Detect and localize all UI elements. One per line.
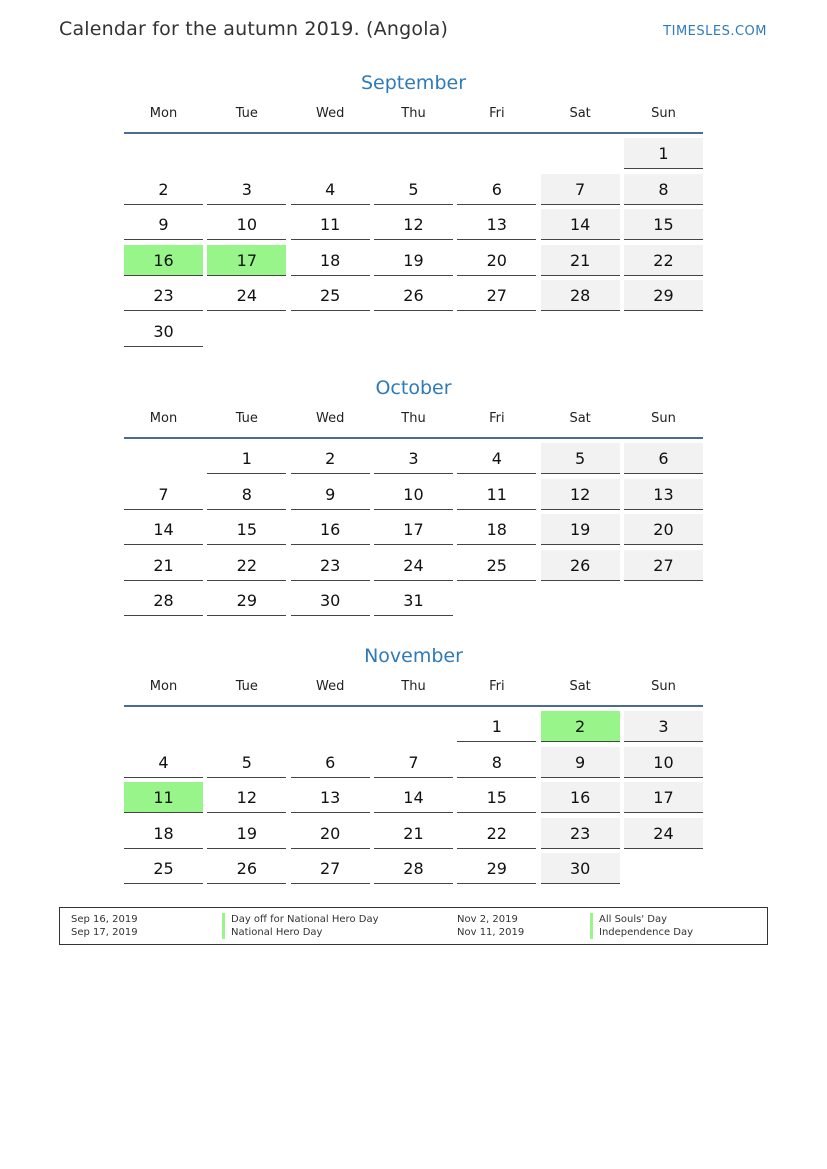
legend-date: Nov 11, 2019 bbox=[457, 927, 525, 938]
day-cell: 17 bbox=[374, 514, 453, 545]
legend-entry bbox=[71, 913, 401, 926]
day-cell: 1 bbox=[457, 711, 536, 742]
day-cell: 20 bbox=[457, 245, 536, 276]
legend-entry bbox=[457, 926, 757, 939]
month-november bbox=[124, 643, 703, 889]
day-cell: 9 bbox=[541, 747, 620, 778]
weekday-label: Thu bbox=[401, 679, 426, 694]
day-cell: 3 bbox=[207, 174, 286, 205]
day-cell: 30 bbox=[124, 316, 203, 347]
day-cell: 4 bbox=[291, 174, 370, 205]
day-cell: 27 bbox=[457, 280, 536, 311]
weekday-label: Fri bbox=[489, 679, 505, 694]
day-cell: 8 bbox=[624, 174, 703, 205]
day-cell: 28 bbox=[124, 585, 203, 616]
day-cell: 2 bbox=[291, 443, 370, 474]
empty-cell bbox=[374, 711, 453, 741]
day-cell: 27 bbox=[624, 550, 703, 581]
day-cell: 30 bbox=[541, 853, 620, 884]
day-cell: 5 bbox=[207, 747, 286, 778]
day-cell: 15 bbox=[207, 514, 286, 545]
day-cell: 4 bbox=[124, 747, 203, 778]
day-cell: 19 bbox=[374, 245, 453, 276]
day-cell: 22 bbox=[457, 818, 536, 849]
day-cell: 13 bbox=[291, 782, 370, 813]
day-cell: 21 bbox=[541, 245, 620, 276]
month-title: November bbox=[364, 645, 463, 667]
weekday-label: Mon bbox=[149, 106, 178, 121]
legend-holiday-name: Day off for National Hero Day bbox=[222, 913, 379, 926]
day-cell: 6 bbox=[457, 174, 536, 205]
day-cell: 26 bbox=[374, 280, 453, 311]
day-cell: 2 bbox=[124, 174, 203, 205]
weekday-label: Sat bbox=[569, 411, 591, 426]
day-cell: 24 bbox=[624, 818, 703, 849]
day-cell: 18 bbox=[457, 514, 536, 545]
holiday-day-cell: 17 bbox=[207, 245, 286, 276]
weekday-label: Tue bbox=[235, 679, 258, 694]
weekday-label: Sat bbox=[569, 106, 591, 121]
day-cell: 10 bbox=[374, 479, 453, 510]
day-cell: 26 bbox=[541, 550, 620, 581]
month-title: October bbox=[375, 377, 452, 399]
day-cell: 25 bbox=[291, 280, 370, 311]
day-grid bbox=[124, 138, 703, 351]
empty-cell bbox=[291, 138, 370, 168]
weekday-label: Wed bbox=[315, 679, 345, 694]
day-cell: 1 bbox=[207, 443, 286, 474]
weekday-label: Wed bbox=[315, 106, 345, 121]
day-cell: 19 bbox=[541, 514, 620, 545]
weekday-label: Sun bbox=[651, 679, 676, 694]
holiday-legend bbox=[59, 907, 768, 945]
day-cell: 13 bbox=[624, 479, 703, 510]
day-cell: 15 bbox=[624, 209, 703, 240]
day-cell: 18 bbox=[291, 245, 370, 276]
day-cell: 14 bbox=[124, 514, 203, 545]
day-cell: 25 bbox=[457, 550, 536, 581]
day-cell: 3 bbox=[624, 711, 703, 742]
day-cell: 7 bbox=[374, 747, 453, 778]
day-cell: 23 bbox=[541, 818, 620, 849]
day-cell: 28 bbox=[374, 853, 453, 884]
day-cell: 21 bbox=[124, 550, 203, 581]
weekday-label: Sat bbox=[569, 679, 591, 694]
day-cell: 6 bbox=[291, 747, 370, 778]
day-cell: 22 bbox=[624, 245, 703, 276]
day-cell: 21 bbox=[374, 818, 453, 849]
day-cell: 29 bbox=[207, 585, 286, 616]
day-cell: 16 bbox=[541, 782, 620, 813]
day-cell: 9 bbox=[291, 479, 370, 510]
day-grid bbox=[124, 443, 703, 621]
empty-cell bbox=[124, 443, 203, 473]
day-cell: 3 bbox=[374, 443, 453, 474]
day-cell: 23 bbox=[124, 280, 203, 311]
weekday-label: Mon bbox=[149, 679, 178, 694]
day-cell: 12 bbox=[541, 479, 620, 510]
day-cell: 14 bbox=[374, 782, 453, 813]
empty-cell bbox=[457, 138, 536, 168]
weekday-label: Sun bbox=[651, 411, 676, 426]
day-cell: 30 bbox=[291, 585, 370, 616]
day-cell: 26 bbox=[207, 853, 286, 884]
day-grid bbox=[124, 711, 703, 889]
day-cell: 5 bbox=[374, 174, 453, 205]
day-cell: 20 bbox=[291, 818, 370, 849]
empty-cell bbox=[207, 138, 286, 168]
weekday-label: Sun bbox=[651, 106, 676, 121]
day-cell: 19 bbox=[207, 818, 286, 849]
month-october bbox=[124, 375, 703, 621]
legend-date: Sep 17, 2019 bbox=[71, 927, 138, 938]
weekday-label: Tue bbox=[235, 106, 258, 121]
day-cell: 23 bbox=[291, 550, 370, 581]
day-cell: 27 bbox=[291, 853, 370, 884]
day-cell: 17 bbox=[624, 782, 703, 813]
weekday-label: Wed bbox=[315, 411, 345, 426]
empty-cell bbox=[374, 138, 453, 168]
legend-entry bbox=[71, 926, 401, 939]
day-cell: 5 bbox=[541, 443, 620, 474]
holiday-day-cell: 11 bbox=[124, 782, 203, 813]
day-cell: 4 bbox=[457, 443, 536, 474]
weekday-label: Tue bbox=[235, 411, 258, 426]
legend-date: Sep 16, 2019 bbox=[71, 914, 138, 925]
empty-cell bbox=[124, 711, 203, 741]
empty-cell bbox=[207, 711, 286, 741]
legend-holiday-name: All Souls' Day bbox=[590, 913, 667, 926]
legend-date: Nov 2, 2019 bbox=[457, 914, 518, 925]
day-cell: 24 bbox=[207, 280, 286, 311]
day-cell: 18 bbox=[124, 818, 203, 849]
day-cell: 22 bbox=[207, 550, 286, 581]
day-cell: 28 bbox=[541, 280, 620, 311]
day-cell: 14 bbox=[541, 209, 620, 240]
day-cell: 8 bbox=[207, 479, 286, 510]
legend-holiday-name: National Hero Day bbox=[222, 926, 322, 939]
day-cell: 20 bbox=[624, 514, 703, 545]
empty-cell bbox=[541, 138, 620, 168]
legend-entry bbox=[457, 913, 757, 926]
day-cell: 25 bbox=[124, 853, 203, 884]
page-title: Calendar for the autumn 2019. (Angola) bbox=[59, 18, 449, 40]
weekday-header bbox=[124, 675, 703, 707]
site-link[interactable]: TIMESLES.COM bbox=[663, 24, 767, 39]
weekday-header bbox=[124, 407, 703, 439]
month-september bbox=[124, 70, 703, 351]
day-cell: 10 bbox=[207, 209, 286, 240]
day-cell: 29 bbox=[457, 853, 536, 884]
empty-cell bbox=[291, 711, 370, 741]
day-cell: 7 bbox=[124, 479, 203, 510]
weekday-label: Thu bbox=[401, 411, 426, 426]
day-cell: 13 bbox=[457, 209, 536, 240]
day-cell: 1 bbox=[624, 138, 703, 169]
day-cell: 29 bbox=[624, 280, 703, 311]
day-cell: 11 bbox=[291, 209, 370, 240]
legend-holiday-name: Independence Day bbox=[590, 926, 693, 939]
weekday-label: Thu bbox=[401, 106, 426, 121]
day-cell: 15 bbox=[457, 782, 536, 813]
day-cell: 16 bbox=[291, 514, 370, 545]
day-cell: 11 bbox=[457, 479, 536, 510]
empty-cell bbox=[124, 138, 203, 168]
weekday-header bbox=[124, 102, 703, 134]
month-title: September bbox=[360, 72, 467, 94]
day-cell: 6 bbox=[624, 443, 703, 474]
holiday-day-cell: 2 bbox=[541, 711, 620, 742]
day-cell: 24 bbox=[374, 550, 453, 581]
day-cell: 9 bbox=[124, 209, 203, 240]
holiday-day-cell: 16 bbox=[124, 245, 203, 276]
day-cell: 12 bbox=[374, 209, 453, 240]
day-cell: 8 bbox=[457, 747, 536, 778]
weekday-label: Fri bbox=[489, 411, 505, 426]
weekday-label: Fri bbox=[489, 106, 505, 121]
day-cell: 7 bbox=[541, 174, 620, 205]
day-cell: 31 bbox=[374, 585, 453, 616]
day-cell: 10 bbox=[624, 747, 703, 778]
weekday-label: Mon bbox=[149, 411, 178, 426]
day-cell: 12 bbox=[207, 782, 286, 813]
